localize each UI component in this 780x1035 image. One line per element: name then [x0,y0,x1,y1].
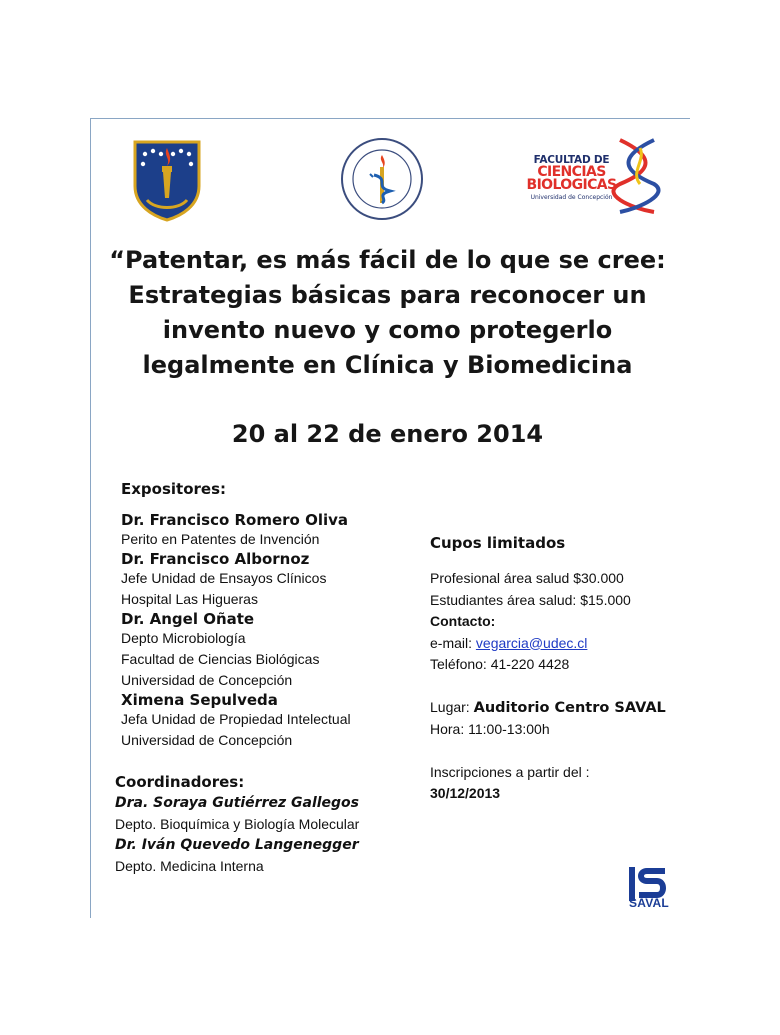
lugar-label: Lugar: [430,698,474,715]
email-row [430,633,690,655]
event-title [95,243,680,383]
speaker-detail: Universidad de Concepción [121,732,293,748]
info-section [430,534,690,805]
email-link[interactable]: vegarcia@udec.cl [475,634,588,651]
speaker-detail: Universidad de Concepción [121,672,293,688]
event-date: 20 al 22 de enero 2014 [231,420,544,448]
inscripciones: Inscripciones a partir del : [430,763,590,780]
precio-profesional: Profesional área salud $30.000 [430,570,624,586]
spacer [430,741,690,762]
telefono: Teléfono: 41-220 4428 [430,656,570,672]
bio-logo-line2: CIENCIAS [537,164,606,180]
coordinator-name: Dra. Soraya Gutiérrez Gallegos [115,795,360,811]
lugar-row [430,697,690,720]
hora: Hora: 11:00-13:00h [430,721,550,737]
page-frame-left [90,118,91,918]
speaker-name: Dr. Francisco Albornoz [121,550,310,568]
saval-logo-text: SAVAL [629,896,669,910]
medicina-seal-logo [340,137,424,221]
dna-helix-icon [610,136,664,214]
ciencias-biologicas-logo [524,136,664,214]
speaker-detail: Depto Microbiología [121,630,246,646]
udec-shield-logo [133,140,201,222]
spacer [430,676,690,697]
expositores-heading: Expositores: [121,480,227,498]
speaker-name: Dr. Francisco Romero Oliva [121,511,349,529]
cupos-heading: Cupos limitados [430,534,566,552]
contacto-label: Contacto: [430,613,496,629]
bio-logo-line4: Universidad de Concepción [530,194,613,201]
email-label: e-mail: [430,634,476,651]
precio-estudiantes: Estudiantes área salud: $15.000 [430,591,631,608]
title-line: Estrategias básicas para reconocer un [128,281,647,309]
bio-logo-line1: FACULTAD DE [533,154,610,166]
coordinadores-heading: Coordinadores: [115,773,245,791]
page-frame-top [90,118,690,119]
speaker-detail: Perito en Patentes de Invención [121,531,320,547]
inscripciones-fecha: 30/12/2013 [430,785,501,801]
title-line: invento nuevo y como protegerlo [162,316,613,344]
speaker-name: Dr. Angel Oñate [121,610,255,628]
speaker-detail: Hospital Las Higueras [121,591,258,607]
coordinator-dept: Depto. Medicina Interna [115,858,264,874]
speaker-detail: Jefe Unidad de Ensayos Clínicos [121,570,327,586]
coordinadores-section [115,773,425,877]
title-line: legalmente en Clínica y Biomedicina [142,351,633,379]
speaker-detail: Jefa Unidad de Propiedad Intelectual [121,711,351,727]
title-line: “Patentar, es más fácil de lo que se cree: [109,246,666,274]
speaker-detail: Facultad de Ciencias Biológicas [121,651,320,667]
lugar-value: Auditorio Centro SAVAL [473,699,666,716]
expositores-section [121,480,421,751]
bio-logo-line3: BIOLOGICAS [526,177,617,193]
speaker-name: Ximena Sepulveda [121,691,278,709]
coordinator-dept: Depto. Bioquímica y Biología Molecular [115,816,360,832]
coordinator-name: Dr. Iván Quevedo Langenegger [115,837,359,853]
